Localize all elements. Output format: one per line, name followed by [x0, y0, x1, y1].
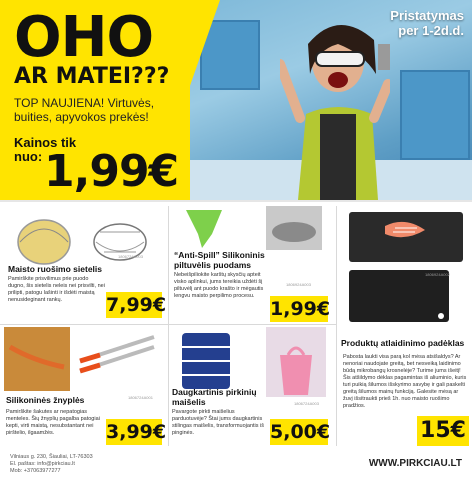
- product-price: 1,99€: [270, 298, 331, 320]
- tagline: TOP NAUJIENA! Virtuvės, buities, apyvokos prekės!: [14, 96, 155, 124]
- product-card[interactable]: [0, 202, 168, 324]
- hero-price: 1,99€: [44, 146, 179, 197]
- address-line: Vilniaus g. 230, Šiauliai, LT-76303: [10, 454, 93, 460]
- delivery-line2: per 1-2d.d.: [398, 23, 464, 38]
- product-description: Nebeišpiliokite karštų skysčių apteit visko aplinkui, jums tereikia uždėti šį piltuvėlį ant puodo krašto ir mėgautis lengvu maisto perpilimo procesu.: [174, 272, 264, 299]
- product-name: Daugkartinis pirkinių maišelis: [172, 387, 257, 407]
- tongs-image: [4, 327, 164, 391]
- product-name: Silikoninės žnyplės: [6, 395, 85, 405]
- email-line[interactable]: El. paštas: info@pirkciau.lt: [10, 461, 75, 467]
- product-price: 15€: [417, 416, 469, 446]
- product-price: 7,99€: [106, 294, 167, 316]
- delivery-info: [390, 8, 464, 38]
- contact-info: [10, 454, 93, 475]
- product-description: Pamirškite prisvilimus prie puodo dugno, šis sietelis neleis nei prisvilti, nei prilipti, patogu lašinti ir išdėti maistą nenusideginant rankų.: [8, 276, 105, 303]
- product-name: Maisto ruošimo sietelis: [8, 264, 102, 274]
- product-code: 1806724A001: [128, 395, 153, 400]
- product-description: Pamirškite šakutes ar nepatogias menteles. Šių žnyplių pagalba patogiai kepti, virti maistą, nesubstantant nei pirštelio, ilgaamžės.: [6, 409, 100, 436]
- product-code: 1806724A003: [118, 254, 143, 259]
- product-description: Pavargote pirkti maišelius parduotuvėje? Štai jums daugkartinis stilingas maišelis, transformuojantis iš pinginės.: [172, 409, 265, 436]
- product-code: 1806924A002: [425, 272, 450, 277]
- phone-line[interactable]: Mob: +37063977277: [10, 468, 61, 474]
- product-price: 3,99€: [106, 421, 167, 443]
- subheadline: AR MATEI???: [14, 64, 170, 89]
- product-code: 1806724A003: [294, 401, 319, 406]
- product-description: Pabosta laukti visa parą kol mėsa atsišaldys? Ar nenoriai naudojate greitą, bet nesveiką laidinimo būdą mikrobangų krosnelėje? Turime jums išeitį! Šis atšildymo dėklas pagamintas iš aliuminio, kuris turi puikią šilumos išskyrimo savybę ir gali paskelti greitą šilumos mainų funkciją. Galesite mėsą ar žuvį išsitraukti prieš 1h. nuo maisto ruošimo pradžios.: [343, 354, 467, 409]
- price-label-line1: Kainos tik: [14, 135, 77, 150]
- product-card[interactable]: [0, 325, 168, 449]
- website-link[interactable]: WWW.PIRKCIAU.LT: [368, 458, 462, 469]
- funnel-image: [176, 204, 326, 252]
- headline: OHO: [14, 5, 154, 70]
- woman-illustration: [280, 14, 390, 200]
- hero-banner: [0, 0, 472, 200]
- price-label-line2: nuo:: [14, 149, 43, 164]
- product-card[interactable]: [168, 202, 336, 324]
- product-name: “Anti-Spill” Silikoninis piltuvėlis puodams: [174, 250, 265, 270]
- product-card[interactable]: [168, 325, 336, 449]
- delivery-line1: Pristatymas: [390, 8, 464, 23]
- product-price: 5,00€: [270, 421, 331, 443]
- product-name: Produktų atlaidinimo padėklas: [341, 338, 465, 348]
- product-code: 1806924A003: [286, 282, 311, 287]
- footer: [0, 452, 472, 480]
- product-card[interactable]: [337, 202, 472, 450]
- thawing-tray-image: [345, 208, 467, 326]
